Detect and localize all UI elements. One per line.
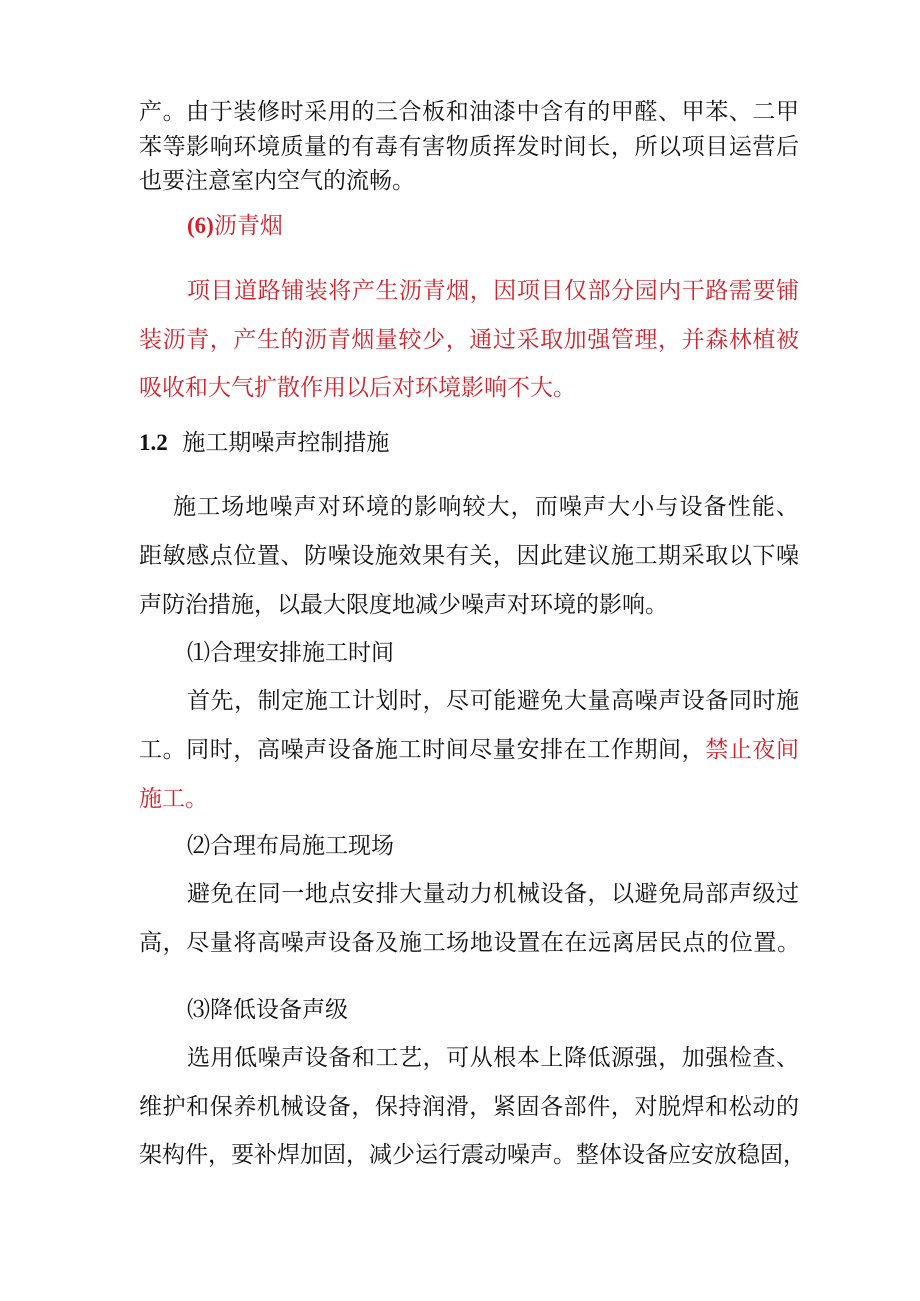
item-heading: ⑶降低设备声级 <box>187 997 348 1023</box>
paragraph-line: 吸收和大气扩散作用以后对环境影响不大。 <box>139 375 576 401</box>
paragraph-line: 施工场地噪声对环境的影响较大，而噪声大小与设备性能、 <box>173 494 799 520</box>
paragraph-line: 距敏感点位置、防噪设施效果有关，因此建议施工期采取以下噪 <box>139 543 799 569</box>
paragraph-line: 维护和保养机械设备，保持润滑，紧固各部件，对脱焊和松动的 <box>139 1094 799 1120</box>
subsection-title: 沥青烟 <box>213 213 283 239</box>
paragraph-line: 项目道路铺装将产生沥青烟，因项目仅部分园内干路需要铺 <box>187 278 799 304</box>
paragraph-line: 装沥青，产生的沥青烟量较少，通过采取加强管理，并森林植被 <box>139 327 799 353</box>
item-heading: ⑵合理布局施工现场 <box>187 833 394 859</box>
highlighted-text: 禁止夜间 <box>705 737 800 763</box>
section-heading <box>139 428 799 458</box>
highlighted-text: 施工。 <box>139 786 208 812</box>
section-number: 1.2 <box>139 430 168 455</box>
paragraph-line: 避免在同一地点安排大量动力机械设备，以避免局部声级过 <box>187 881 799 907</box>
paragraph-line <box>139 735 799 765</box>
paragraph-line: 苯等影响环境质量的有毒有害物质挥发时间长，所以项目运营后 <box>139 134 799 160</box>
paragraph-line: 首先，制定施工计划时，尽可能避免大量高噪声设备同时施 <box>187 688 799 714</box>
section-title: 施工期噪声控制措施 <box>182 430 390 456</box>
paragraph-line: 声防治措施，以最大限度地减少噪声对环境的影响。 <box>139 592 668 618</box>
paragraph-line: 高，尽量将高噪声设备及施工场地设置在在远离居民点的位置。 <box>139 930 800 956</box>
subsection-heading <box>187 211 487 241</box>
paragraph-line: 架构件，要补焊加固，减少运行震动噪声。整体设备应安放稳固， <box>139 1142 806 1168</box>
subsection-number: (6) <box>187 213 214 238</box>
paragraph-line: 产。由于装修时采用的三合板和油漆中含有的甲醛、甲苯、二甲 <box>139 99 799 125</box>
paragraph-line: 也要注意室内空气的流畅。 <box>139 168 415 194</box>
item-heading: ⑴合理安排施工时间 <box>187 640 394 666</box>
paragraph-line: 选用低噪声设备和工艺，可从根本上降低源强，加强检查、 <box>187 1045 799 1071</box>
text-segment: 工。同时，高噪声设备施工时间尽量安排在工作期间， <box>139 737 706 763</box>
